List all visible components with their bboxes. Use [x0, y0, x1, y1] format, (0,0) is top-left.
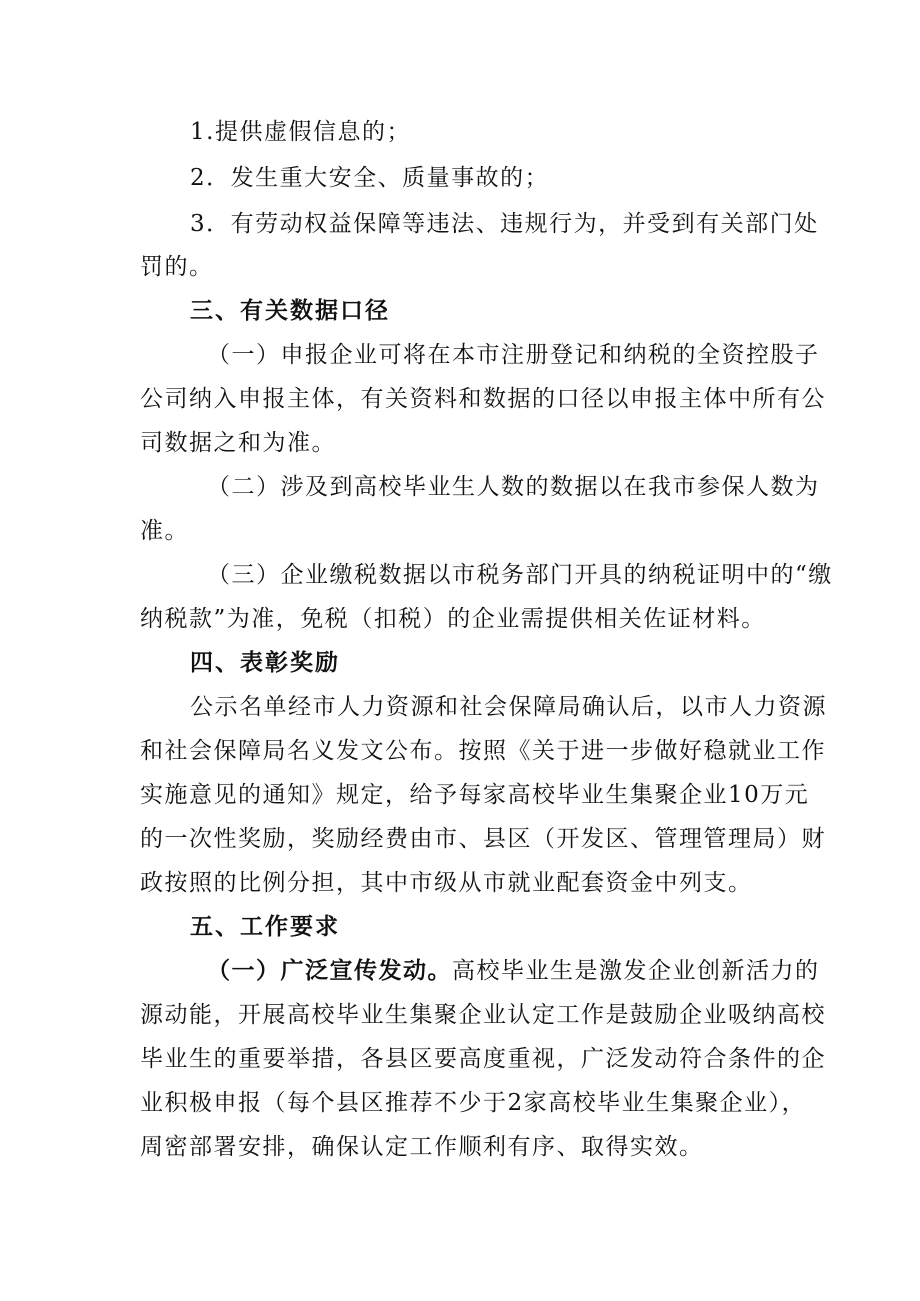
section-3-para-2-line-1: （二）涉及到高校毕业生人数的数据以在我市参保人数为 [207, 474, 820, 500]
list-item-1: 1.提供虚假信息的； [190, 119, 411, 145]
section-4-para-1-line-3: 实施意见的通知》规定，给予每家高校毕业生集聚企业10万元 [140, 782, 810, 808]
section-3-para-3-line-2: 纳税款”为准，免税（扣税）的企业需提供相关佐证材料。 [140, 606, 766, 632]
section-4-para-1-line-4: 的一次性奖励，奖励经费由市、县区（开发区、管理管理局）财 [140, 826, 826, 852]
section-5-para-1-lead: （一）广泛宣传发动。 [207, 958, 452, 984]
list-item-3-line-2: 罚的。 [140, 254, 214, 280]
section-5-para-1-line-2: 源动能，开展高校毕业生集聚企业认定工作是鼓励企业吸纳高校 [140, 1002, 826, 1028]
section-4-para-1-line-2: 和社会保障局名义发文公布。按照《关于进一步做好稳就业工作 [140, 738, 826, 764]
section-3-para-1-line-1: （一）申报企业可将在本市注册登记和纳税的全资控股子 [207, 342, 820, 368]
section-4-para-1-line-5: 政按照的比例分担，其中市级从市就业配套资金中列支。 [140, 870, 753, 896]
section-5-para-1-line-5: 周密部署安排，确保认定工作顺利有序、取得实效。 [140, 1134, 704, 1160]
section-5-heading: 五、工作要求 [190, 914, 340, 940]
section-3-para-1-line-3: 司数据之和为准。 [140, 430, 336, 456]
section-5-para-1-line-4: 业积极申报（每个县区推荐不少于2家高校毕业生集聚企业）， [140, 1090, 807, 1116]
section-3-para-3-line-1: （三）企业缴税数据以市税务部门开具的纳税证明中的“缴 [207, 562, 833, 588]
section-3-para-2-line-2: 准。 [140, 518, 189, 544]
section-4-para-1-line-1: 公示名单经市人力资源和社会保障局确认后，以市人力资源 [190, 694, 827, 720]
list-item-2: 2．发生重大安全、质量事故的； [190, 165, 550, 191]
section-3-para-1-line-2: 公司纳入申报主体，有关资料和数据的口径以申报主体中所有公 [140, 386, 826, 412]
list-item-3-line-1: 3．有劳动权益保障等违法、违规行为，并受到有关部门处 [190, 211, 819, 237]
section-5-para-1-line-1 [207, 957, 820, 985]
section-3-heading: 三、有关数据口径 [190, 298, 390, 324]
section-5-para-1-line-3: 毕业生的重要举措，各县区要高度重视，广泛发动符合条件的企 [140, 1046, 826, 1072]
section-4-heading: 四、表彰奖励 [190, 650, 340, 676]
section-5-para-1-line-1-text: 高校毕业生是激发企业创新活力的 [452, 958, 820, 984]
